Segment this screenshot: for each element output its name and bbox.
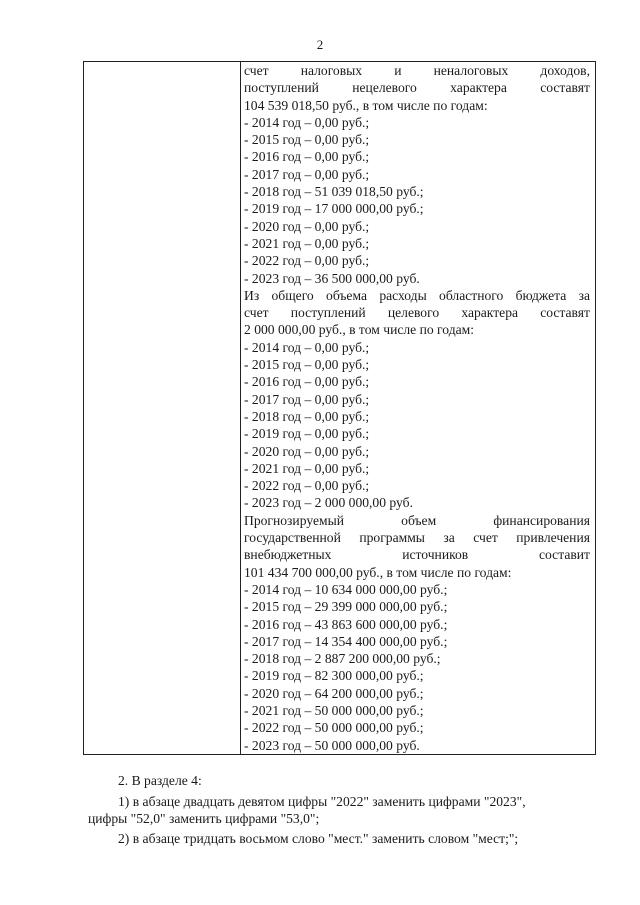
amendment-item-1	[88, 793, 600, 828]
table-text-line: - 2017 год – 14 354 400 000,00 руб.;	[244, 633, 448, 649]
table-text-line: счет поступлений целевого характера составят	[244, 305, 590, 321]
section-heading	[88, 772, 600, 789]
table-text-line: - 2022 год – 0,00 руб.;	[244, 253, 370, 269]
table-text-line: - 2014 год – 0,00 руб.;	[244, 339, 370, 355]
table-text-line: Из общего объема расходы областного бюджета за	[244, 287, 590, 303]
table-text-line: 2 000 000,00 руб., в том числе по годам:	[244, 322, 475, 338]
table-text-line: - 2019 год – 17 000 000,00 руб.;	[244, 201, 424, 217]
table-text-line: - 2020 год – 64 200 000,00 руб.;	[244, 685, 424, 701]
table-text-line: - 2015 год – 0,00 руб.;	[244, 357, 370, 373]
table-text-line: государственной программы за счет привлечения	[244, 530, 590, 546]
table-right-cell	[241, 62, 595, 754]
table-text-line: - 2023 год – 36 500 000,00 руб.	[244, 270, 420, 286]
table-text-line: поступлений нецелевого характера составят	[244, 80, 590, 96]
table-text-line: - 2023 год – 50 000 000,00 руб.	[244, 737, 420, 753]
table-text-line: - 2018 год – 0,00 руб.;	[244, 408, 370, 424]
table-text-line: - 2015 год – 0,00 руб.;	[244, 132, 370, 148]
amendment-item-2	[88, 830, 600, 847]
table-text-line: - 2014 год – 0,00 руб.;	[244, 114, 370, 130]
table-text-line: 104 539 018,50 руб., в том числе по годам:	[244, 97, 488, 113]
section-heading-text: 2. В разделе 4:	[118, 773, 202, 788]
table-text-line: - 2020 год – 0,00 руб.;	[244, 218, 370, 234]
table-text-line: - 2018 год – 51 039 018,50 руб.;	[244, 184, 424, 200]
table-text-line: внебюджетных источников составит	[244, 547, 590, 563]
table-text-line: - 2021 год – 0,00 руб.;	[244, 235, 370, 251]
table-text-line: - 2016 год – 0,00 руб.;	[244, 149, 370, 165]
table-text-line: - 2021 год – 0,00 руб.;	[244, 460, 370, 476]
amendment-item-1-line-1: 1) в абзаце двадцать девятом цифры "2022" заменить цифрами "2023",	[118, 794, 526, 809]
table-text-line: - 2016 год – 0,00 руб.;	[244, 374, 370, 390]
page-number: 2	[316, 37, 324, 52]
table-text-line: - 2019 год – 82 300 000,00 руб.;	[244, 668, 424, 684]
table-text-line: - 2017 год – 0,00 руб.;	[244, 391, 370, 407]
table-text-line: - 2019 год – 0,00 руб.;	[244, 426, 370, 442]
table-text-line: - 2022 год – 50 000 000,00 руб.;	[244, 720, 424, 736]
amendment-item-2-text: 2) в абзаце тридцать восьмом слово "мест." заменить словом "мест;";	[118, 831, 519, 846]
table-text-line: - 2017 год – 0,00 руб.;	[244, 166, 370, 182]
table-text-line: - 2015 год – 29 399 000 000,00 руб.;	[244, 599, 448, 615]
table-text-line: - 2018 год – 2 887 200 000,00 руб.;	[244, 651, 441, 667]
amendment-item-1-line-2: цифры "52,0" заменить цифрами "53,0";	[88, 811, 320, 827]
table-text-line: - 2014 год – 10 634 000 000,00 руб.;	[244, 581, 448, 597]
table-text-line: - 2021 год – 50 000 000,00 руб.;	[244, 702, 424, 718]
document-table	[83, 61, 596, 755]
table-text-line: Прогнозируемый объем финансирования	[244, 512, 590, 528]
table-left-cell	[84, 62, 241, 754]
table-text-line: - 2022 год – 0,00 руб.;	[244, 478, 370, 494]
table-text-line: - 2016 год – 43 863 600 000,00 руб.;	[244, 616, 448, 632]
table-text-line: 101 434 700 000,00 руб., в том числе по годам:	[244, 564, 512, 580]
table-text-line: - 2023 год – 2 000 000,00 руб.	[244, 495, 413, 511]
table-text-line: счет налоговых и неналоговых доходов,	[244, 63, 590, 78]
table-text-line: - 2020 год – 0,00 руб.;	[244, 443, 370, 459]
